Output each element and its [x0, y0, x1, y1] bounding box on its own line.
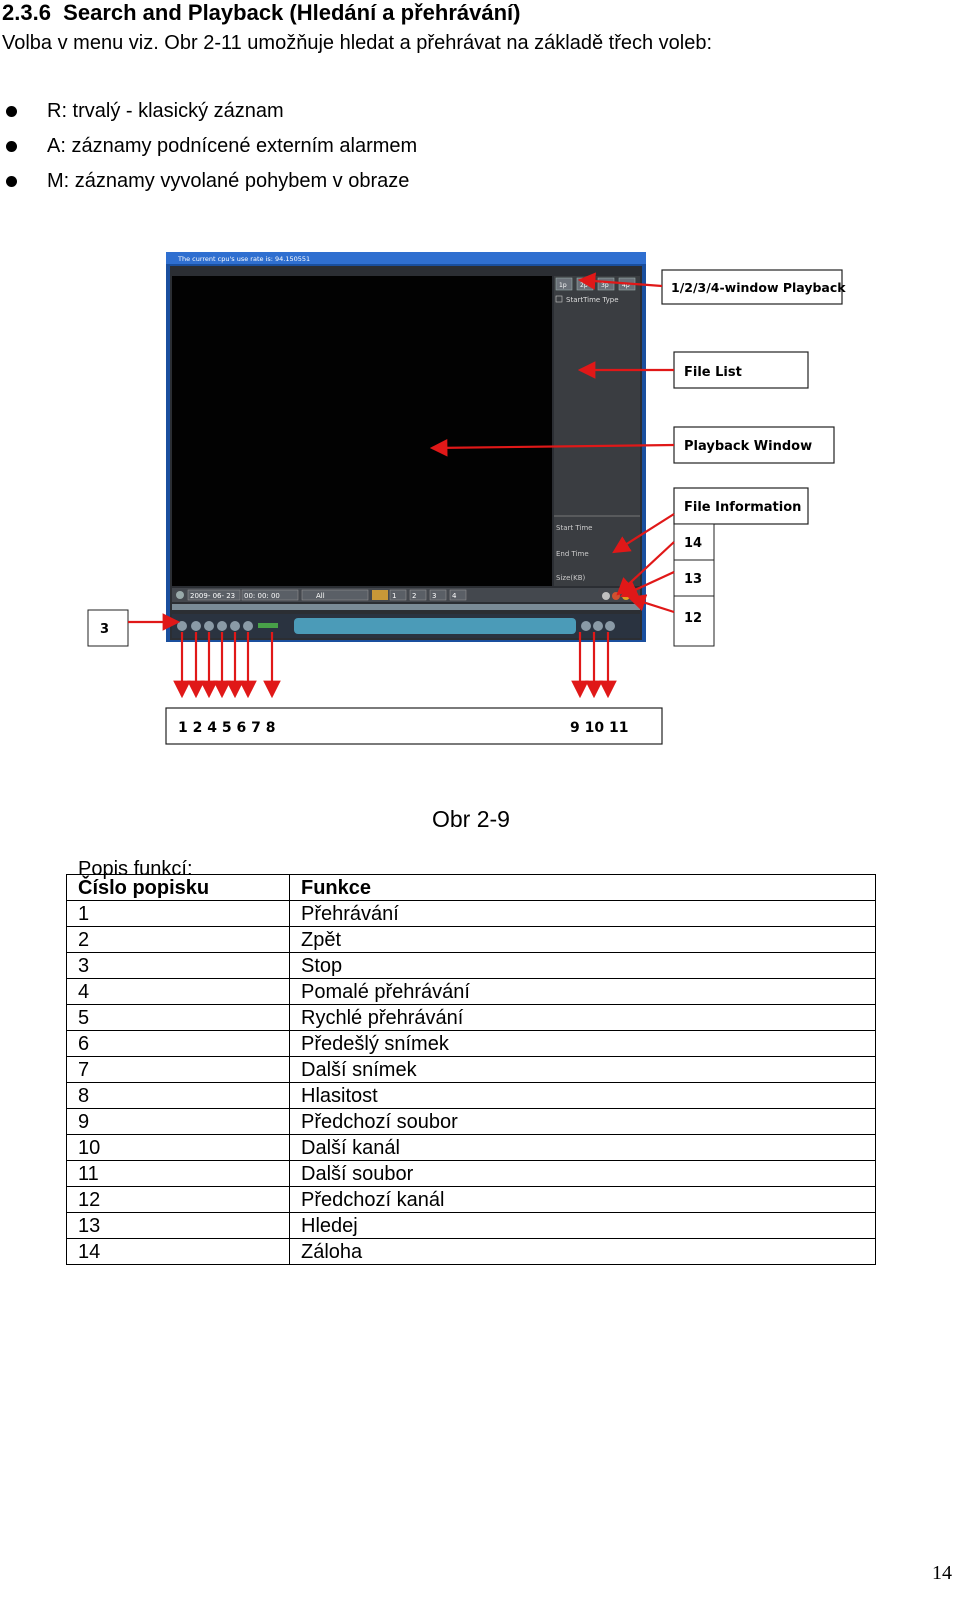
page-number: 14: [932, 1562, 952, 1584]
table-row: 7 Další snímek: [67, 1057, 876, 1083]
progress-bar: [294, 618, 576, 634]
labels-1-8: 1 2 4 5 6 7 8: [178, 720, 276, 736]
table-row: 12 Předchozí kanál: [67, 1187, 876, 1213]
list-item: A: záznamy podnícené externím alarmem: [0, 133, 417, 168]
window-button-3p: 3p: [601, 282, 609, 289]
channel-3: 3: [432, 592, 437, 600]
callout-file-information: File Information: [684, 500, 802, 515]
bullet-icon: [6, 141, 17, 152]
callout-file-list: File List: [684, 365, 742, 380]
table-title: Popis funkcí:: [78, 858, 193, 880]
bullet-icon: [6, 176, 17, 187]
file-list-header: StartTime Type: [566, 296, 619, 304]
size-label: Size(KB): [556, 574, 586, 582]
table-row: 13 Hledej: [67, 1213, 876, 1239]
column-header-function: Funkce: [290, 875, 876, 901]
table-row: 5 Rychlé přehrávání: [67, 1005, 876, 1031]
label-14: 14: [684, 536, 703, 551]
playback-screenshot-figure: [86, 252, 866, 762]
section-number: 2.3.6: [2, 0, 51, 25]
table-row: 6 Předešlý snímek: [67, 1031, 876, 1057]
type-value: All: [316, 592, 325, 600]
start-time-label: Start Time: [556, 524, 593, 532]
table-row: 9 Předchozí soubor: [67, 1109, 876, 1135]
table-row: 4 Pomalé přehrávání: [67, 979, 876, 1005]
table-row: 8 Hlasitost: [67, 1083, 876, 1109]
function-table: [66, 874, 876, 1265]
labels-9-11: 9 10 11: [570, 720, 629, 736]
table-row: 14 Záloha: [67, 1239, 876, 1265]
section-title: Search and Playback (Hledání a přehrávání): [63, 0, 521, 25]
channel-2: 2: [412, 592, 417, 600]
window-button-1p: 1p: [559, 282, 567, 289]
bullet-icon: [6, 106, 17, 117]
playback-window: [172, 276, 552, 586]
figure-caption: Obr 2-9: [432, 806, 510, 832]
column-header-number: Číslo popisku: [67, 875, 290, 901]
playback-diagram: [86, 252, 866, 762]
table-row: 2 Zpět: [67, 927, 876, 953]
time-value: 00: 00: 00: [244, 592, 280, 600]
table-row: 3 Stop: [67, 953, 876, 979]
label-3: 3: [100, 622, 110, 637]
date-value: 2009- 06- 23: [190, 592, 236, 600]
intro-text: Volba v menu viz. Obr 2-11 umožňuje hledat a přehrávat na základě třech voleb:: [2, 32, 713, 54]
record-type-list: [0, 98, 417, 203]
label-13: 13: [684, 572, 703, 587]
label-12: 12: [684, 611, 703, 626]
window-button-2p: 2p: [580, 282, 588, 289]
channel-1: 1: [392, 592, 397, 600]
section-heading: [2, 0, 520, 26]
window-button-4p: 4p: [622, 282, 630, 289]
table-row: 10 Další kanál: [67, 1135, 876, 1161]
callout-playback-window: Playback Window: [684, 439, 813, 454]
list-item: R: trvalý - klasický záznam: [0, 98, 417, 133]
list-item: M: záznamy vyvolané pohybem v obraze: [0, 168, 417, 203]
end-time-label: End Time: [556, 550, 589, 558]
table-row: 11 Další soubor: [67, 1161, 876, 1187]
table-header-row: [67, 875, 876, 901]
file-list-panel: [554, 276, 640, 586]
table-row: 1 Přehrávání: [67, 901, 876, 927]
window-title: The current cpu's use rate is: 94.150551: [178, 255, 311, 263]
channel-4: 4: [452, 592, 457, 600]
callout-playback-modes: 1/2/3/4-window Playback: [671, 280, 846, 295]
